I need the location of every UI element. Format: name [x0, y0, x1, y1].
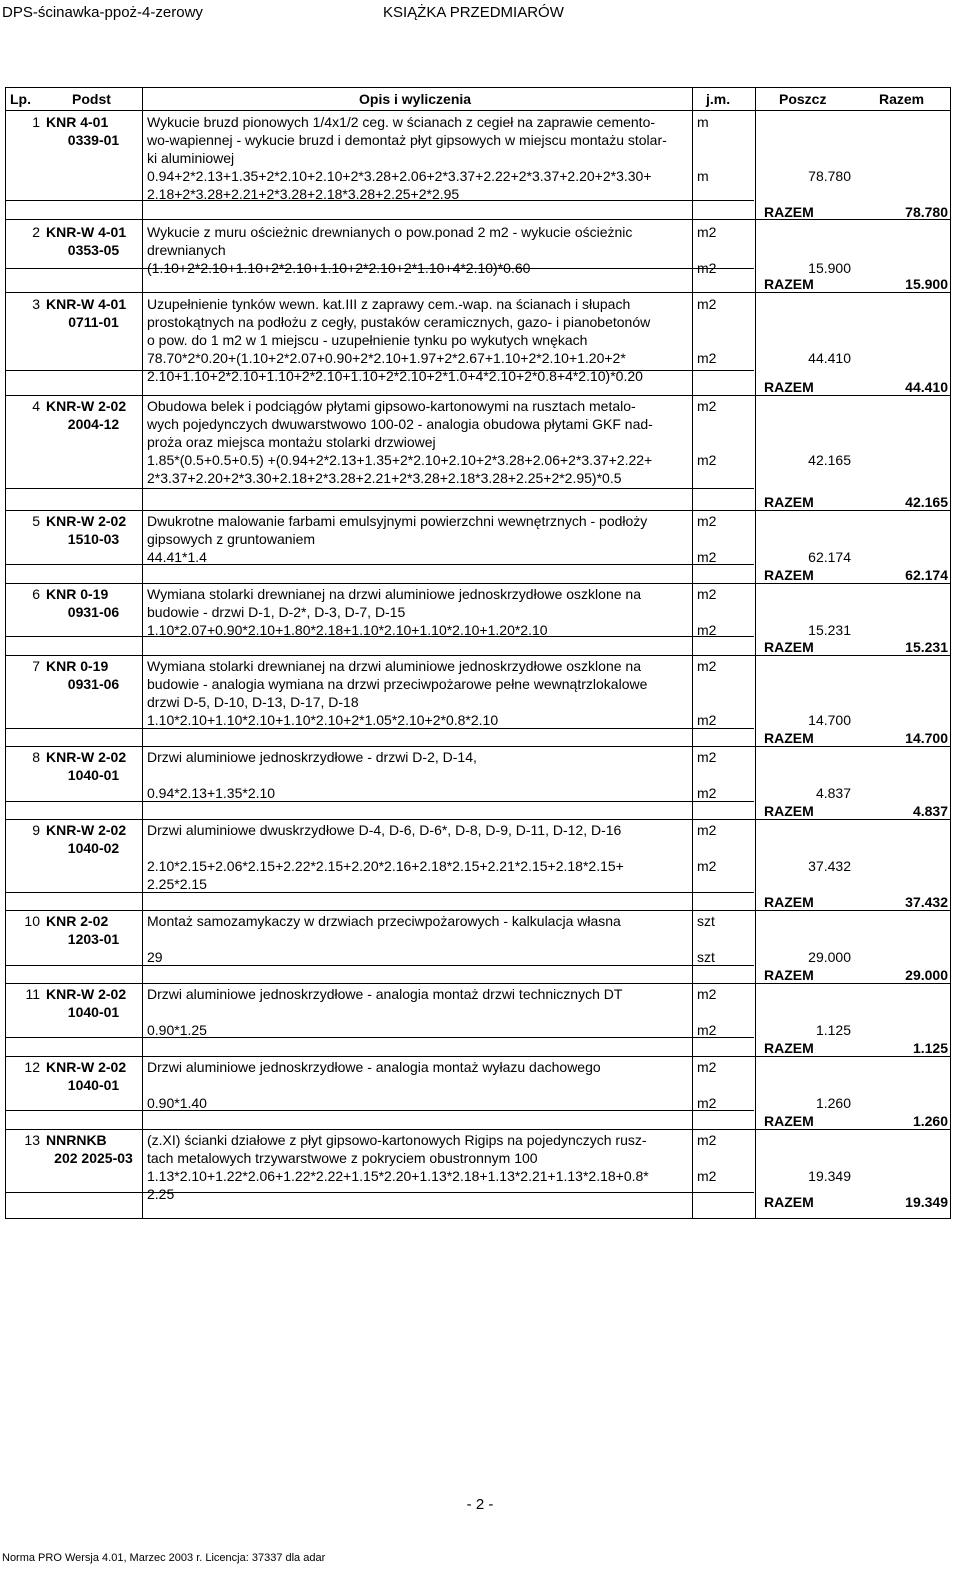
catalog-code: KNR-W 2-02 — [46, 513, 127, 529]
partial-quantity: 15.900 — [808, 260, 851, 276]
total-quantity: 62.174 — [905, 567, 948, 583]
column-divider — [142, 88, 143, 1218]
unit: m — [697, 114, 709, 130]
total-quantity: 15.900 — [905, 276, 948, 292]
description-line: tach metalowych trzywarstwowe z pokryciem obustronnym 100 — [147, 1150, 538, 1166]
row-divider — [6, 655, 950, 656]
description-line: Montaż samozamykaczy w drzwiach przeciwpożarowych - kalkulacja własna — [147, 913, 621, 929]
catalog-code: 0711-01 — [68, 314, 119, 330]
item-number: 5 — [32, 513, 40, 529]
col-header-jm: j.m. — [706, 91, 731, 107]
calc-unit: szt — [697, 949, 715, 965]
position-separator — [6, 1192, 754, 1193]
partial-quantity: 29.000 — [808, 949, 851, 965]
item-number: 1 — [32, 114, 40, 130]
position-separator — [6, 801, 754, 802]
description-line: Uzupełnienie tynków wewn. kat.III z zaprawy cem.-wap. na ścianach i słupach — [147, 296, 631, 312]
document-title: DPS-ścinawka-ppoż-4-zerowy — [2, 4, 203, 21]
calc-unit: m2 — [697, 1022, 717, 1038]
catalog-code: KNR 2-02 — [46, 913, 109, 929]
col-header-lp: Lp. — [10, 91, 31, 107]
razem-label: RAZEM — [764, 494, 814, 510]
calculation-line: 0.94+2*2.13+1.35+2*2.10+2.10+2*3.28+2.06+2*3.37+2.22+2*3.37+2.20+2*3.30+ — [147, 168, 652, 184]
calculation-line: 2.18+2*3.28+2.21+2*3.28+2.18*3.28+2.25+2*2.95 — [147, 186, 460, 202]
catalog-code: KNR-W 2-02 — [46, 986, 127, 1002]
catalog-code: 1040-01 — [67, 1077, 120, 1093]
row-divider — [6, 219, 950, 220]
description-line: proża oraz miejsca montażu stolarki drzwiowej — [147, 434, 436, 450]
item-number: 9 — [32, 822, 40, 838]
catalog-code: KNR-W 2-02 — [46, 822, 127, 838]
position-separator — [6, 268, 754, 269]
catalog-code: 1510-03 — [67, 531, 120, 547]
calculation-line: 0.90*1.25 — [147, 1022, 207, 1038]
razem-label: RAZEM — [764, 1194, 814, 1210]
description-line: Wymiana stolarki drewnianej na drzwi aluminiowe jednoskrzydłowe oszklone na — [147, 586, 641, 602]
position-separator — [6, 1037, 754, 1038]
unit: m2 — [697, 986, 717, 1002]
calc-unit: m2 — [697, 452, 717, 468]
unit: szt — [697, 913, 715, 929]
razem-label: RAZEM — [764, 730, 814, 746]
calc-unit: m2 — [697, 260, 717, 276]
row-divider — [6, 395, 950, 396]
catalog-code: KNR-W 2-02 — [46, 398, 127, 414]
calculation-line: 2.25*2.15 — [147, 876, 207, 892]
calc-unit: m2 — [697, 622, 717, 638]
page-number: - 2 - — [466, 1496, 494, 1513]
book-title: KSIĄŻKA PRZEDMIARÓW — [383, 4, 564, 21]
partial-quantity: 19.349 — [808, 1168, 851, 1184]
unit: m2 — [697, 658, 717, 674]
razem-label: RAZEM — [764, 567, 814, 583]
position-separator — [6, 728, 754, 729]
partial-quantity: 4.837 — [815, 785, 851, 801]
unit: m2 — [697, 586, 717, 602]
calculation-line: 2.25 — [147, 1186, 175, 1202]
item-number: 2 — [32, 224, 40, 240]
calc-unit: m2 — [697, 858, 717, 874]
partial-quantity: 1.260 — [815, 1095, 851, 1111]
col-header-poszcz: Poszcz — [779, 91, 827, 107]
column-divider — [755, 88, 756, 1218]
position-separator — [6, 636, 754, 637]
description-line: budowie - drzwi D-1, D-2*, D-3, D-7, D-15 — [147, 604, 406, 620]
row-divider — [6, 1129, 950, 1130]
unit: m2 — [697, 749, 717, 765]
col-header-podst: Podst — [72, 91, 111, 107]
calc-unit: m2 — [697, 350, 717, 366]
unit: m2 — [697, 224, 717, 240]
row-divider — [6, 983, 950, 984]
item-number: 12 — [24, 1059, 40, 1075]
calculation-line: (1.10+2*2.10+1.10+2*2.10+1.10+2*2.10+2*1.10+4*2.10)*0.60 — [147, 260, 531, 276]
calc-unit: m2 — [697, 712, 717, 728]
unit: m2 — [697, 398, 717, 414]
catalog-code: KNR 0-19 — [46, 658, 109, 674]
total-quantity: 19.349 — [905, 1194, 948, 1210]
description-line: drzwi D-5, D-10, D-13, D-17, D-18 — [147, 694, 359, 710]
razem-label: RAZEM — [764, 379, 814, 395]
total-quantity: 14.700 — [905, 730, 948, 746]
item-number: 6 — [32, 586, 40, 602]
description-line: Obudowa belek i podciągów płytami gipsowo-kartonowymi na rusztach metalo- — [147, 398, 636, 414]
unit: m2 — [697, 1059, 717, 1075]
unit: m2 — [697, 1132, 717, 1148]
catalog-code: NNRNKB — [46, 1132, 107, 1148]
partial-quantity: 15.231 — [808, 622, 851, 638]
calculation-line: 78.70*2*0.20+(1.10+2*2.07+0.90+2*2.10+1.97+2*2.67+1.10+2*2.10+1.20+2* — [147, 350, 626, 366]
catalog-code: 1040-01 — [67, 767, 120, 783]
description-line: Dwukrotne malowanie farbami emulsyjnymi powierzchni wewnętrznych - podłoży — [147, 513, 648, 529]
total-quantity: 78.780 — [905, 204, 948, 220]
calculation-line: 0.94*2.13+1.35*2.10 — [147, 785, 276, 801]
position-separator — [6, 892, 754, 893]
description-line: wych pojedynczych dwuwarstwowo 100-02 - analogia obudowa płytami GKF nad- — [147, 416, 653, 432]
partial-quantity: 42.165 — [808, 452, 851, 468]
razem-label: RAZEM — [764, 803, 814, 819]
row-divider — [6, 819, 950, 820]
catalog-code: KNR-W 4-01 — [46, 224, 127, 240]
calculation-line: 1.10*2.07+0.90*2.10+1.80*2.18+1.10*2.10+1.10*2.10+1.20*2.10 — [147, 622, 548, 638]
footer-license: Norma PRO Wersja 4.01, Marzec 2003 r. Licencja: 37337 dla adar — [2, 1552, 326, 1564]
calculation-line: 1.85*(0.5+0.5+0.5) +(0.94+2*2.13+1.35+2*2.10+2.10+2*3.28+2.06+2*3.37+2.22+ — [147, 452, 653, 468]
calculation-line: 1.13*2.10+1.22*2.06+1.22*2.22+1.15*2.20+1.13*2.18+1.13*2.21+1.13*2.18+0.8* — [147, 1168, 649, 1184]
calculation-line: 2*3.37+2.20+2*3.30+2.18+2*3.28+2.21+2*3.28+2.18*3.28+2.25+2*2.95)*0.5 — [147, 470, 622, 486]
calculation-line: 2.10*2.15+2.06*2.15+2.22*2.15+2.20*2.16+2.18*2.15+2.21*2.15+2.18*2.15+ — [147, 858, 624, 874]
description-line: Wykucie z muru ościeżnic drewnianych o pow.ponad 2 m2 - wykucie ościeżnic — [147, 224, 633, 240]
item-number: 8 — [32, 749, 40, 765]
header-divider — [6, 110, 950, 111]
total-quantity: 15.231 — [905, 639, 948, 655]
row-divider — [6, 510, 950, 511]
razem-label: RAZEM — [764, 639, 814, 655]
description-line: gipsowych z gruntowaniem — [147, 531, 316, 547]
description-line: Drzwi aluminiowe jednoskrzydłowe - drzwi D-2, D-14, — [147, 749, 477, 765]
total-quantity: 1.260 — [912, 1113, 948, 1129]
description-line: o pow. do 1 m2 w 1 miejscu - uzupełnienie tynku po wykutych wnękach — [147, 332, 588, 348]
unit: m2 — [697, 513, 717, 529]
description-line: budowie - analogia wymiana na drzwi przeciwpożarowe pełne wewnątrzlokalowe — [147, 676, 648, 692]
catalog-code: 0931-06 — [67, 676, 120, 692]
description-line: prostokątnych na podłożu z cegły, pustaków ceramicznych, gazo- i pianobetonów — [147, 314, 651, 330]
total-quantity: 42.165 — [905, 494, 948, 510]
calc-unit: m2 — [697, 1168, 717, 1184]
catalog-code: 0931-06 — [67, 604, 120, 620]
row-divider — [6, 292, 950, 293]
catalog-code: KNR-W 2-02 — [46, 749, 127, 765]
row-divider — [6, 910, 950, 911]
partial-quantity: 37.432 — [808, 858, 851, 874]
razem-label: RAZEM — [764, 894, 814, 910]
razem-label: RAZEM — [764, 1040, 814, 1056]
description-line: drewnianych — [147, 242, 226, 258]
item-number: 11 — [25, 986, 40, 1002]
item-number: 3 — [32, 296, 40, 312]
position-separator — [6, 488, 754, 489]
col-header-razem: Razem — [879, 91, 925, 107]
position-separator — [6, 1110, 754, 1111]
calc-unit: m2 — [697, 1095, 717, 1111]
razem-label: RAZEM — [764, 1113, 814, 1129]
position-separator — [6, 564, 754, 565]
partial-quantity: 14.700 — [808, 712, 851, 728]
row-divider — [6, 1056, 950, 1057]
calculation-line: 0.90*1.40 — [147, 1095, 207, 1111]
calculation-line: 44.41*1.4 — [147, 549, 207, 565]
calc-unit: m2 — [697, 549, 717, 565]
description-line: (z.XI) ścianki działowe z płyt gipsowo-kartonowych Rigips na pojedynczych rusz- — [147, 1132, 647, 1148]
catalog-code: 202 2025-03 — [54, 1150, 133, 1166]
calc-unit: m — [697, 168, 709, 184]
calc-unit: m2 — [697, 785, 717, 801]
item-number: 13 — [24, 1132, 40, 1148]
catalog-code: KNR 4-01 — [46, 114, 109, 130]
calculation-line: 2.10+1.10+2*2.10+1.10+2*2.10+1.10+2*2.10+2*1.0+4*2.10+2*0.8+4*2.10)*0.20 — [147, 368, 643, 384]
unit: m2 — [697, 822, 717, 838]
total-quantity: 37.432 — [905, 894, 948, 910]
catalog-code: KNR-W 4-01 — [46, 296, 127, 312]
calculation-line: 29 — [147, 949, 163, 965]
column-divider — [692, 88, 693, 1218]
total-quantity: 44.410 — [905, 379, 948, 395]
razem-label: RAZEM — [764, 276, 814, 292]
razem-label: RAZEM — [764, 967, 814, 983]
catalog-code: 1203-01 — [67, 931, 120, 947]
item-number: 10 — [24, 913, 40, 929]
item-number: 4 — [32, 398, 40, 414]
item-number: 7 — [32, 658, 40, 674]
total-quantity: 29.000 — [905, 967, 948, 983]
razem-label: RAZEM — [764, 204, 814, 220]
position-separator — [6, 965, 754, 966]
catalog-code: 0339-01 — [67, 132, 120, 148]
description-line: wo-wapiennej - wykucie bruzd i demontaż płyt gipsowych w miejscu montażu stolar- — [147, 132, 667, 148]
partial-quantity: 78.780 — [808, 168, 851, 184]
position-separator — [6, 370, 754, 371]
calculation-line: 1.10*2.10+1.10*2.10+1.10*2.10+2*1.05*2.10+2*0.8*2.10 — [147, 712, 499, 728]
partial-quantity: 62.174 — [808, 549, 851, 565]
unit: m2 — [697, 296, 717, 312]
total-quantity: 1.125 — [912, 1040, 948, 1056]
catalog-code: KNR 0-19 — [46, 586, 109, 602]
description-line: Wymiana stolarki drewnianej na drzwi aluminiowe jednoskrzydłowe oszklone na — [147, 658, 641, 674]
description-line: Drzwi aluminiowe jednoskrzydłowe - analogia montaż wyłazu dachowego — [147, 1059, 601, 1075]
position-separator — [6, 200, 754, 201]
catalog-code: 1040-02 — [67, 840, 120, 856]
partial-quantity: 1.125 — [815, 1022, 851, 1038]
row-divider — [6, 583, 950, 584]
description-line: Drzwi aluminiowe dwuskrzydłowe D-4, D-6, D-6*, D-8, D-9, D-11, D-12, D-16 — [147, 822, 622, 838]
total-quantity: 4.837 — [912, 803, 948, 819]
row-divider — [6, 746, 950, 747]
col-header-opis: Opis i wyliczenia — [359, 91, 472, 107]
catalog-code: 2004-12 — [67, 416, 120, 432]
description-line: ki aluminiowej — [147, 150, 235, 166]
catalog-code: 0353-05 — [67, 242, 120, 258]
estimate-table — [5, 87, 951, 1219]
catalog-code: 1040-01 — [67, 1004, 120, 1020]
description-line: Drzwi aluminiowe jednoskrzydłowe - analogia montaż drzwi technicznych DT — [147, 986, 623, 1002]
description-line: Wykucie bruzd pionowych 1/4x1/2 ceg. w ścianach z cegieł na zaprawie cemento- — [147, 114, 656, 130]
catalog-code: KNR-W 2-02 — [46, 1059, 127, 1075]
partial-quantity: 44.410 — [808, 350, 851, 366]
